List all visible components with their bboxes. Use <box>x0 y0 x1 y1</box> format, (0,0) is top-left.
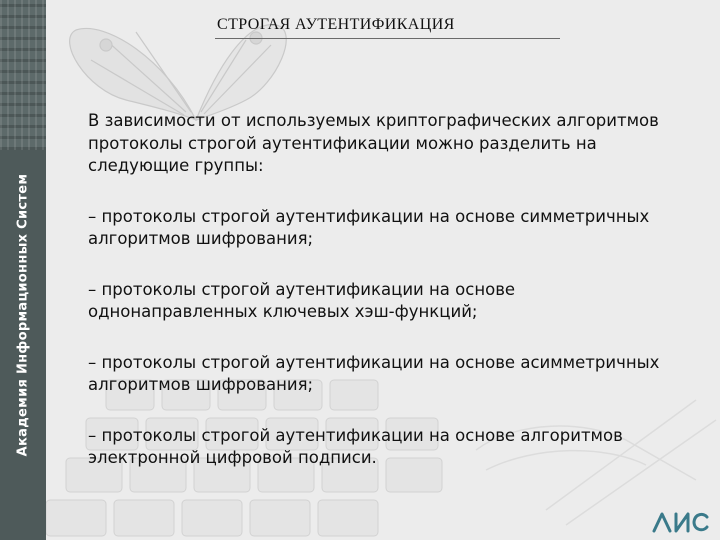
slide-title: СТРОГАЯ АУТЕНТИФИКАЦИЯ <box>217 16 455 33</box>
intro-paragraph: В зависимости от используемых криптографических алгоритмов протоколы строгой аутентификации можно разделить на следующие группы: <box>88 111 659 175</box>
ais-logo <box>651 510 711 534</box>
title-underline <box>215 38 560 39</box>
list-item: – протоколы строгой аутентификации на основе асимметричных алгоритмов шифрования; <box>88 352 660 394</box>
sidebar <box>0 0 46 540</box>
list-item: – протоколы строгой аутентификации на основе алгоритмов электронной цифровой подписи. <box>88 425 623 467</box>
list-item: – протоколы строгой аутентификации на основе однонаправленных ключевых хэш-функций; <box>88 279 516 321</box>
slide-body <box>88 110 688 498</box>
list-item: – протоколы строгой аутентификации на основе симметричных алгоритмов шифрования; <box>88 206 650 248</box>
sidebar-label: Академия Информационных Систем <box>15 173 31 457</box>
circuit-board-pattern <box>0 0 46 150</box>
